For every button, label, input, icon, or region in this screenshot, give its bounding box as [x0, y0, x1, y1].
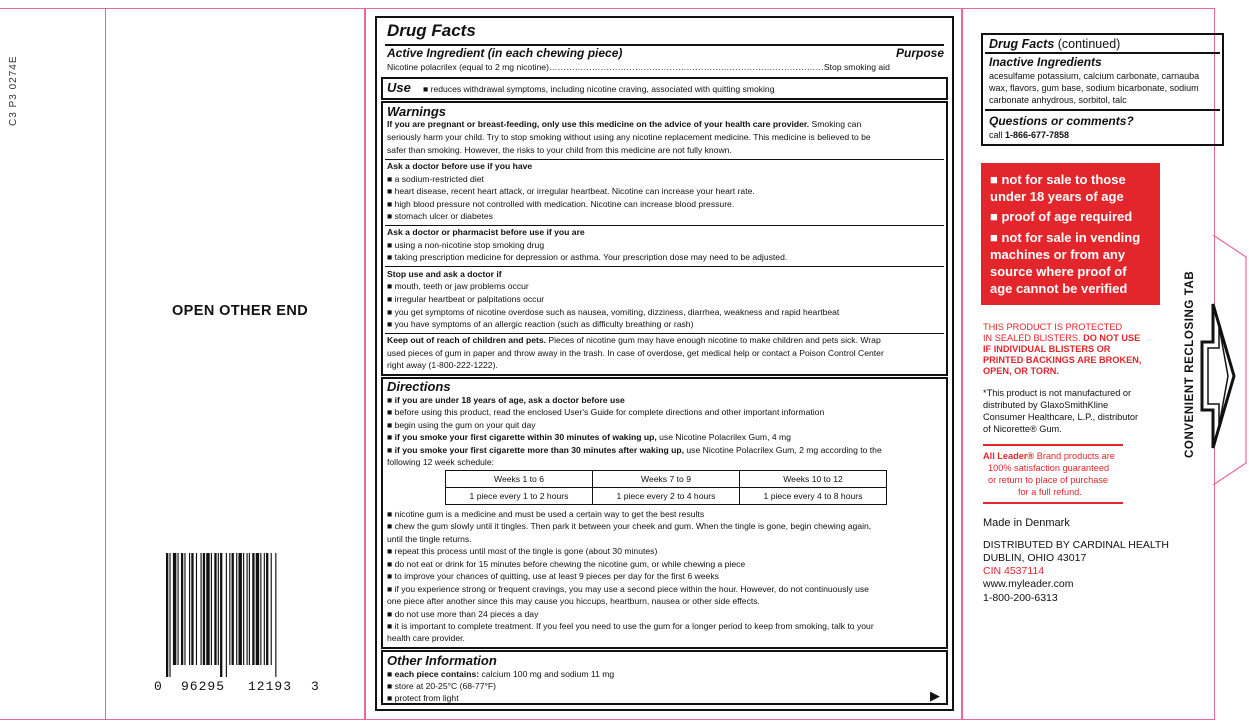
barcode-bar: [226, 553, 227, 677]
tab-arrow-icon: [1200, 302, 1236, 450]
disclaimer-line: Consumer Healthcare, L.P., distributor: [983, 412, 1139, 422]
other-info-text: calcium 100 mg and sodium 11 mg: [479, 669, 615, 679]
active-ingredient-line: Nicotine polacrilex (equal to 2 mg nicotine)……………………………………………………………………………………Stop smoking aid: [387, 62, 890, 72]
protected-plain: THIS PRODUCT IS PROTECTED: [983, 322, 1123, 332]
warning-intro-1-text: Smoking can: [809, 119, 862, 129]
ask-doctor-item: ■ heart disease, recent heart attack, or irregular heartbeat. Nicotine can increase your heart rate.: [387, 186, 755, 196]
ask-pharmacist-item: ■ taking prescription medicine for depression or asthma. Your prescription dose may need to be adjusted.: [387, 252, 788, 262]
disclaimer-line: of Nicorette® Gum.: [983, 424, 1062, 434]
barcode-bar: [220, 553, 222, 677]
barcode-bar: [189, 553, 190, 665]
age-restriction-line: age cannot be verified: [990, 281, 1128, 296]
cin-label: CIN 4537114: [983, 565, 1045, 577]
schedule-value: 1 piece every 1 to 2 hours: [446, 488, 593, 505]
schedule-value: 1 piece every 2 to 4 hours: [593, 488, 740, 505]
guarantee-bold: All Leader®: [983, 451, 1035, 461]
other-info-heading: Other Information: [387, 653, 497, 668]
questions-call: [989, 129, 1069, 141]
barcode-bar: [238, 553, 241, 665]
questions-phone: 1-866-677-7858: [1005, 130, 1070, 140]
use-text: ■ reduces withdrawal symptoms, including nicotine craving, associated with quitting smoking: [423, 84, 775, 94]
barcode-bar: [178, 553, 179, 665]
barcode-bar: [191, 553, 193, 665]
other-info-item: ■ protect from light: [387, 693, 459, 703]
age-restriction-line: ■ proof of age required: [990, 209, 1133, 224]
other-info-item: [387, 668, 614, 681]
reclosing-tab-label: CONVENIENT RECLOSING TAB: [1184, 270, 1196, 458]
guarantee-rule-top: [983, 444, 1123, 446]
warnings-heading: Warnings: [387, 104, 446, 119]
schedule-header: Weeks 10 to 12: [740, 471, 887, 488]
keep-out-text: Pieces of nicotine gum may have enough nicotine to make children and pets sick. Wrap: [546, 335, 881, 345]
barcode-bar: [229, 553, 230, 665]
direction-line: ■ repeat this process until most of the tingle is gone (about 30 minutes): [387, 546, 658, 556]
barcode-bar: [218, 553, 219, 665]
open-other-end-label: OPEN OTHER END: [172, 303, 309, 319]
stop-use-item: ■ you get symptoms of nicotine overdose such as nausea, vomiting, dizziness, diarrhea, weakness and rapid heartbeat: [387, 307, 840, 317]
barcode-digit-check: 3: [311, 679, 319, 694]
direction-bold: ■ if you are under 18 years of age, ask a doctor before use: [387, 395, 625, 405]
direction-line: ■ to improve your chances of quitting, use at least 9 pieces per day for the first 6 weeks: [387, 571, 719, 581]
barcode-bar: [211, 553, 212, 665]
distributor-line: DUBLIN, OHIO 43017: [983, 552, 1087, 564]
warning-intro-2: seriously harm your child. Try to stop smoking without using any nicotine replacement medicine. This medicine is believed to be: [387, 132, 871, 142]
barcode-bar: [252, 553, 254, 665]
continue-arrow-icon: ▶: [930, 688, 940, 703]
inactive-line: carbonate anhydrous, sorbitol, talc: [989, 95, 1127, 105]
direction-line: ■ before using this product, read the enclosed User's Guide for complete directions and other important information: [387, 407, 825, 417]
protected-line: PRINTED BACKINGS ARE BROKEN,: [983, 355, 1142, 365]
age-restriction-line: machines or from any: [990, 247, 1126, 262]
direction-line: [387, 431, 791, 444]
direction-line: ■ begin using the gum on your quit day: [387, 420, 536, 430]
barcode-digits-left: 96295: [181, 679, 226, 694]
made-in-label: Made in Denmark: [983, 517, 1070, 529]
direction-line: ■ nicotine gum is a medicine and must be used a certain way to get the best results: [387, 509, 705, 519]
warning-intro-1-bold: If you are pregnant or breast-feeding, only use this medicine on the advice of your health care provider.: [387, 119, 810, 129]
disclaimer-line: distributed by GlaxoSmithKline: [983, 400, 1109, 410]
ask-doctor-item: ■ stomach ulcer or diabetes: [387, 211, 493, 221]
barcode-bar: [243, 553, 244, 665]
barcode-bar: [206, 553, 209, 665]
use-heading: Use: [387, 80, 411, 95]
keep-out-bold: Keep out of reach of children and pets.: [387, 335, 547, 345]
protected-plain: IN SEALED BLISTERS.: [983, 333, 1084, 343]
distributor-line: DISTRIBUTED BY CARDINAL HEALTH: [983, 539, 1169, 551]
schedule-value: 1 piece every 4 to 8 hours: [740, 488, 887, 505]
drug-facts-panel: [375, 16, 954, 711]
purpose-heading: Purpose: [895, 46, 944, 60]
barcode-bar: [271, 553, 272, 665]
side-code: C3 P3 0274E: [8, 55, 19, 126]
questions-call-prefix: call: [989, 130, 1006, 140]
direction-bold: ■ if you smoke your first cigarette more than 30 minutes after waking up,: [387, 445, 684, 455]
barcode-bar: [266, 553, 268, 665]
protected-bold: DO NOT USE: [1083, 333, 1141, 343]
direction-line: ■ do not use more than 24 pieces a day: [387, 609, 539, 619]
drug-facts-title: Drug Facts: [387, 21, 476, 40]
guarantee-plain: Brand products are: [1034, 451, 1115, 461]
keep-out-line-3: right away (1-800-222-1222).: [387, 360, 498, 370]
direction-line: ■ it is important to complete treatment. If you feel you need to use the gum for a longer period to keep from smoking, talk to your: [387, 621, 874, 631]
ask-doctor-item: ■ high blood pressure not controlled with medication. Nicotine can increase blood pressure.: [387, 199, 735, 209]
barcode-bar: [275, 553, 276, 677]
questions-rule: [985, 109, 1220, 111]
guarantee-line: or return to place of purchase: [988, 475, 1109, 485]
barcode-bar: [173, 553, 176, 665]
dosage-schedule-table: [445, 470, 887, 505]
continued-title-rule: [985, 52, 1220, 54]
keep-out-line-1: [387, 334, 881, 347]
website-label: www.myleader.com: [983, 578, 1074, 590]
barcode-bar: [236, 553, 237, 665]
direction-line: ■ do not eat or drink for 15 minutes before chewing the nicotine gum, or while chewing a piece: [387, 559, 746, 569]
other-info-bold: ■ each piece contains:: [387, 669, 480, 679]
inactive-line: acesulfame potassium, calcium carbonate, carnauba: [989, 71, 1200, 81]
inactive-heading: Inactive Ingredients: [989, 55, 1102, 69]
rule-stop-use: [385, 266, 944, 267]
stop-use-heading: Stop use and ask a doctor if: [387, 269, 502, 279]
protected-line: [983, 322, 1122, 333]
barcode-digit-first: 0: [154, 679, 162, 694]
barcode-bar: [232, 553, 234, 665]
protected-line: OPEN, OR TORN.: [983, 366, 1059, 376]
direction-line: following 12 week schedule:: [387, 457, 495, 467]
direction-text: use Nicotine Polacrilex Gum, 2 mg according to the: [683, 445, 882, 455]
protected-line: [983, 333, 1140, 344]
barcode-bar: [203, 553, 205, 665]
direction-line: [387, 394, 625, 407]
stop-use-item: ■ irregular heartbeat or palpitations occur: [387, 294, 545, 304]
stop-use-item: ■ mouth, teeth or jaw problems occur: [387, 281, 529, 291]
age-restriction-line: ■ not for sale in vending: [990, 230, 1141, 245]
guarantee-rule-bottom: [983, 502, 1123, 504]
active-ingredient-heading: Active Ingredient (in each chewing piece): [387, 46, 623, 60]
age-restriction-box: [981, 163, 1160, 305]
warning-intro-1: [387, 118, 861, 131]
age-restriction-line: under 18 years of age: [990, 189, 1124, 204]
barcode-bar: [181, 553, 183, 665]
phone-label: 1-800-200-6313: [983, 592, 1058, 604]
barcode-bar: [196, 553, 197, 665]
disclaimer-line: *This product is not manufactured or: [983, 388, 1132, 398]
barcode-bar: [201, 553, 202, 665]
barcode-bar: [166, 553, 168, 677]
age-restriction-line: source where proof of: [990, 264, 1127, 279]
keep-out-line-2: used pieces of gum in paper and throw away in the trash. In case of overdose, get medical help or contact a Poison Control Center: [387, 348, 884, 358]
direction-line: [387, 444, 882, 457]
barcode: [160, 553, 316, 677]
ask-pharmacist-heading: Ask a doctor or pharmacist before use if you are: [387, 227, 585, 237]
age-restriction-line: ■ not for sale to those: [990, 172, 1126, 187]
barcode-bar: [256, 553, 259, 665]
inactive-line: wax, flavors, gum base, sodium bicarbonate, sodium: [989, 83, 1199, 93]
barcode-bar: [264, 553, 265, 665]
barcode-bar: [214, 553, 216, 665]
stop-use-item: ■ you have symptoms of an allergic reaction (such as difficulty breathing or rash): [387, 319, 694, 329]
barcode-bar: [184, 553, 185, 665]
direction-line: ■ chew the gum slowly until it tingles. Then park it between your cheek and gum. When the tingle is gone, begin chewing again,: [387, 521, 872, 531]
guarantee-line: 100% satisfaction guaranteed: [988, 463, 1110, 473]
direction-line: ■ if you experience strong or frequent cravings, you may use a second piece within the hour. However, do not continuously use: [387, 584, 869, 594]
barcode-bar: [260, 553, 261, 665]
schedule-header: Weeks 7 to 9: [593, 471, 740, 488]
protected-line: IF INDIVIDUAL BLISTERS OR: [983, 344, 1111, 354]
warning-intro-3: safer than smoking. However, the risks to your child from this medicine are not fully known.: [387, 145, 732, 155]
direction-line: until the tingle returns.: [387, 534, 472, 544]
directions-heading: Directions: [387, 379, 451, 394]
ask-doctor-heading: Ask a doctor before use if you have: [387, 161, 533, 171]
direction-bold: ■ if you smoke your first cigarette within 30 minutes of waking up,: [387, 432, 657, 442]
schedule-header: Weeks 1 to 6: [446, 471, 593, 488]
barcode-bar: [249, 553, 250, 665]
drug-facts-continued-title: [989, 37, 1120, 51]
direction-line: health care provider.: [387, 633, 465, 643]
guarantee-line: [983, 451, 1115, 462]
continued-title-bold: Drug Facts: [989, 37, 1055, 51]
guarantee-line: for a full refund.: [1018, 487, 1082, 497]
ask-pharmacist-item: ■ using a non-nicotine stop smoking drug: [387, 240, 545, 250]
other-info-item: ■ store at 20-25°C (68-77°F): [387, 681, 497, 691]
direction-line: one piece after another since this may cause you hiccups, heartburn, nausea or other side effects.: [387, 596, 760, 606]
continued-title-suffix: (continued): [1054, 37, 1121, 51]
questions-heading: Questions or comments?: [989, 114, 1134, 128]
barcode-digits-right: 12193: [248, 679, 293, 694]
barcode-bar: [169, 553, 170, 677]
ask-doctor-item: ■ a sodium-restricted diet: [387, 174, 484, 184]
direction-text: use Nicotine Polacrilex Gum, 4 mg: [656, 432, 791, 442]
barcode-bar: [247, 553, 248, 665]
